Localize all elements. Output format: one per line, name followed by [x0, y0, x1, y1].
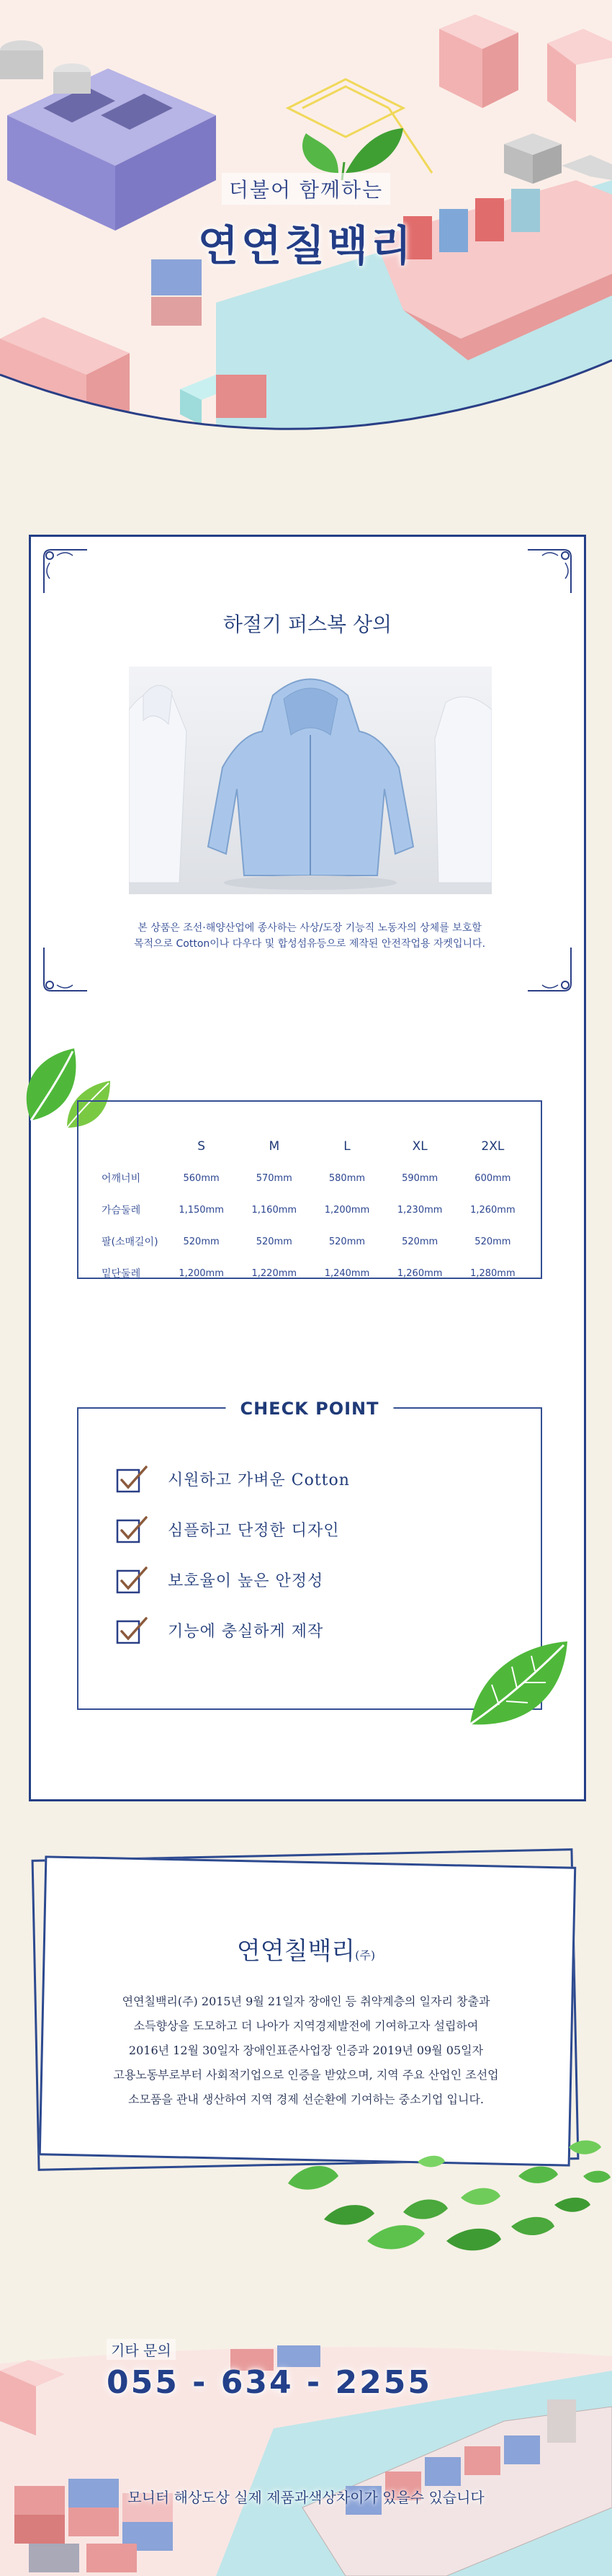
size-cell: 520mm	[474, 1236, 511, 1247]
contact-label: 기타 문의	[107, 2339, 176, 2360]
size-cell: 1,220mm	[251, 1267, 297, 1279]
color-disclaimer: 모니터 해상도상 실제 제품과색상차이가 있을수 있습니다	[127, 2489, 485, 2506]
company-description-line: 고용노동부로부터 사회적기업으로 인증을 받았으며, 지역 주요 산업인 조선업	[113, 2068, 499, 2082]
check-point-text: 심플하고 단정한 디자인	[168, 1521, 340, 1540]
product-description-line: 목적으로 Cotton이나 다우다 및 합성섬유등으로 제작된 안전작업용 자켓입니다.	[133, 938, 486, 950]
company-section	[50, 1873, 562, 2112]
leaves-cluster-icon	[281, 2133, 612, 2270]
size-header-cell	[93, 1131, 165, 1162]
table-row	[93, 1194, 529, 1226]
company-name: 연연칠백리	[236, 1937, 356, 1966]
size-cell: 1,280mm	[470, 1267, 516, 1279]
size-header-row	[93, 1131, 529, 1162]
hero-text	[0, 173, 612, 272]
size-cell: 1,260mm	[470, 1204, 516, 1216]
size-row-label: 팔(소매길이)	[102, 1236, 158, 1248]
company-description-line: 소모품을 관내 생산하여 지역 경제 선순환에 기여하는 중소기업 입니다.	[128, 2093, 484, 2106]
size-cell: 1,230mm	[397, 1204, 443, 1216]
checkbox-checked-icon	[116, 1565, 148, 1594]
size-cell: 590mm	[402, 1172, 438, 1184]
list-item	[116, 1453, 350, 1504]
list-item	[116, 1605, 350, 1655]
size-cell: 1,160mm	[251, 1204, 297, 1216]
table-row	[93, 1257, 529, 1289]
check-point-text: 기능에 충실하게 제작	[168, 1622, 324, 1641]
company-description-line: 연연칠백리(주) 2015년 9월 21일자 장애인 등 취약계층의 일자리 창출과	[122, 1995, 490, 2008]
size-cell: 1,260mm	[397, 1267, 443, 1279]
size-table	[93, 1131, 529, 1289]
product-card	[29, 535, 586, 1801]
footer-contact	[107, 2339, 432, 2401]
leaf-decoration-icon	[463, 1631, 571, 1739]
company-description	[50, 1989, 562, 2112]
check-point-text: 보호율이 높은 안정성	[168, 1572, 324, 1590]
size-header-cell: 2XL	[481, 1139, 505, 1154]
table-row	[93, 1162, 529, 1194]
checkbox-checked-icon	[116, 1515, 148, 1543]
product-title: 하절기 퍼스복 상의	[222, 612, 392, 636]
check-point-text: 시원하고 가벼운 Cotton	[168, 1471, 350, 1489]
size-cell: 1,200mm	[324, 1204, 370, 1216]
size-cell: 520mm	[256, 1236, 292, 1247]
size-row-label: 가슴둘레	[102, 1205, 141, 1216]
size-cell: 1,200mm	[179, 1267, 224, 1279]
hero-banner	[0, 0, 612, 461]
size-cell: 570mm	[256, 1172, 292, 1184]
size-cell: 600mm	[474, 1172, 511, 1184]
table-row	[93, 1226, 529, 1257]
list-item	[116, 1504, 350, 1554]
size-cell: 1,150mm	[179, 1204, 224, 1216]
hero-subtitle: 더불어 함께하는	[222, 173, 390, 205]
product-description-line: 본 상품은 조선·해양산업에 종사하는 사상/도장 기능직 노동자의 상체를 보호할	[138, 922, 482, 934]
corner-ornament-icon	[521, 543, 578, 600]
size-cell: 560mm	[183, 1172, 220, 1184]
corner-ornament-icon	[37, 543, 94, 600]
jacket-illustration	[129, 667, 492, 894]
contact-phone[interactable]: 055 - 634 - 2255	[107, 2364, 432, 2401]
size-cell: 580mm	[328, 1172, 366, 1184]
size-header-cell: L	[343, 1139, 351, 1154]
check-point-title: CHECK POINT	[225, 1399, 393, 1419]
size-cell: 520mm	[328, 1236, 366, 1247]
product-description	[74, 920, 545, 952]
check-point-list	[116, 1453, 350, 1655]
checkbox-checked-icon	[116, 1464, 148, 1493]
size-header-cell: XL	[412, 1139, 428, 1154]
checkbox-checked-icon	[116, 1615, 148, 1644]
size-cell: 520mm	[183, 1236, 220, 1247]
size-header-cell: S	[197, 1139, 205, 1154]
size-cell: 520mm	[402, 1236, 438, 1247]
company-description-line: 2016년 12월 30일자 장애인표준사업장 인증과 2019년 09월 05일자	[128, 2044, 484, 2057]
size-header-cell: M	[269, 1139, 280, 1154]
hero-title: 연연칠백리	[197, 221, 415, 270]
company-description-line: 소득향상을 도모하고 더 나아가 지역경제발전에 기여하고자 설립하여	[133, 2019, 479, 2033]
size-chart	[77, 1100, 542, 1279]
size-cell: 1,240mm	[324, 1267, 370, 1279]
size-row-label: 어깨너비	[102, 1173, 141, 1185]
company-name-suffix: (주)	[355, 1948, 376, 1962]
product-image	[129, 667, 492, 894]
company-title	[50, 1931, 562, 1966]
list-item	[116, 1554, 350, 1605]
size-row-label: 밑단둘레	[102, 1268, 141, 1280]
